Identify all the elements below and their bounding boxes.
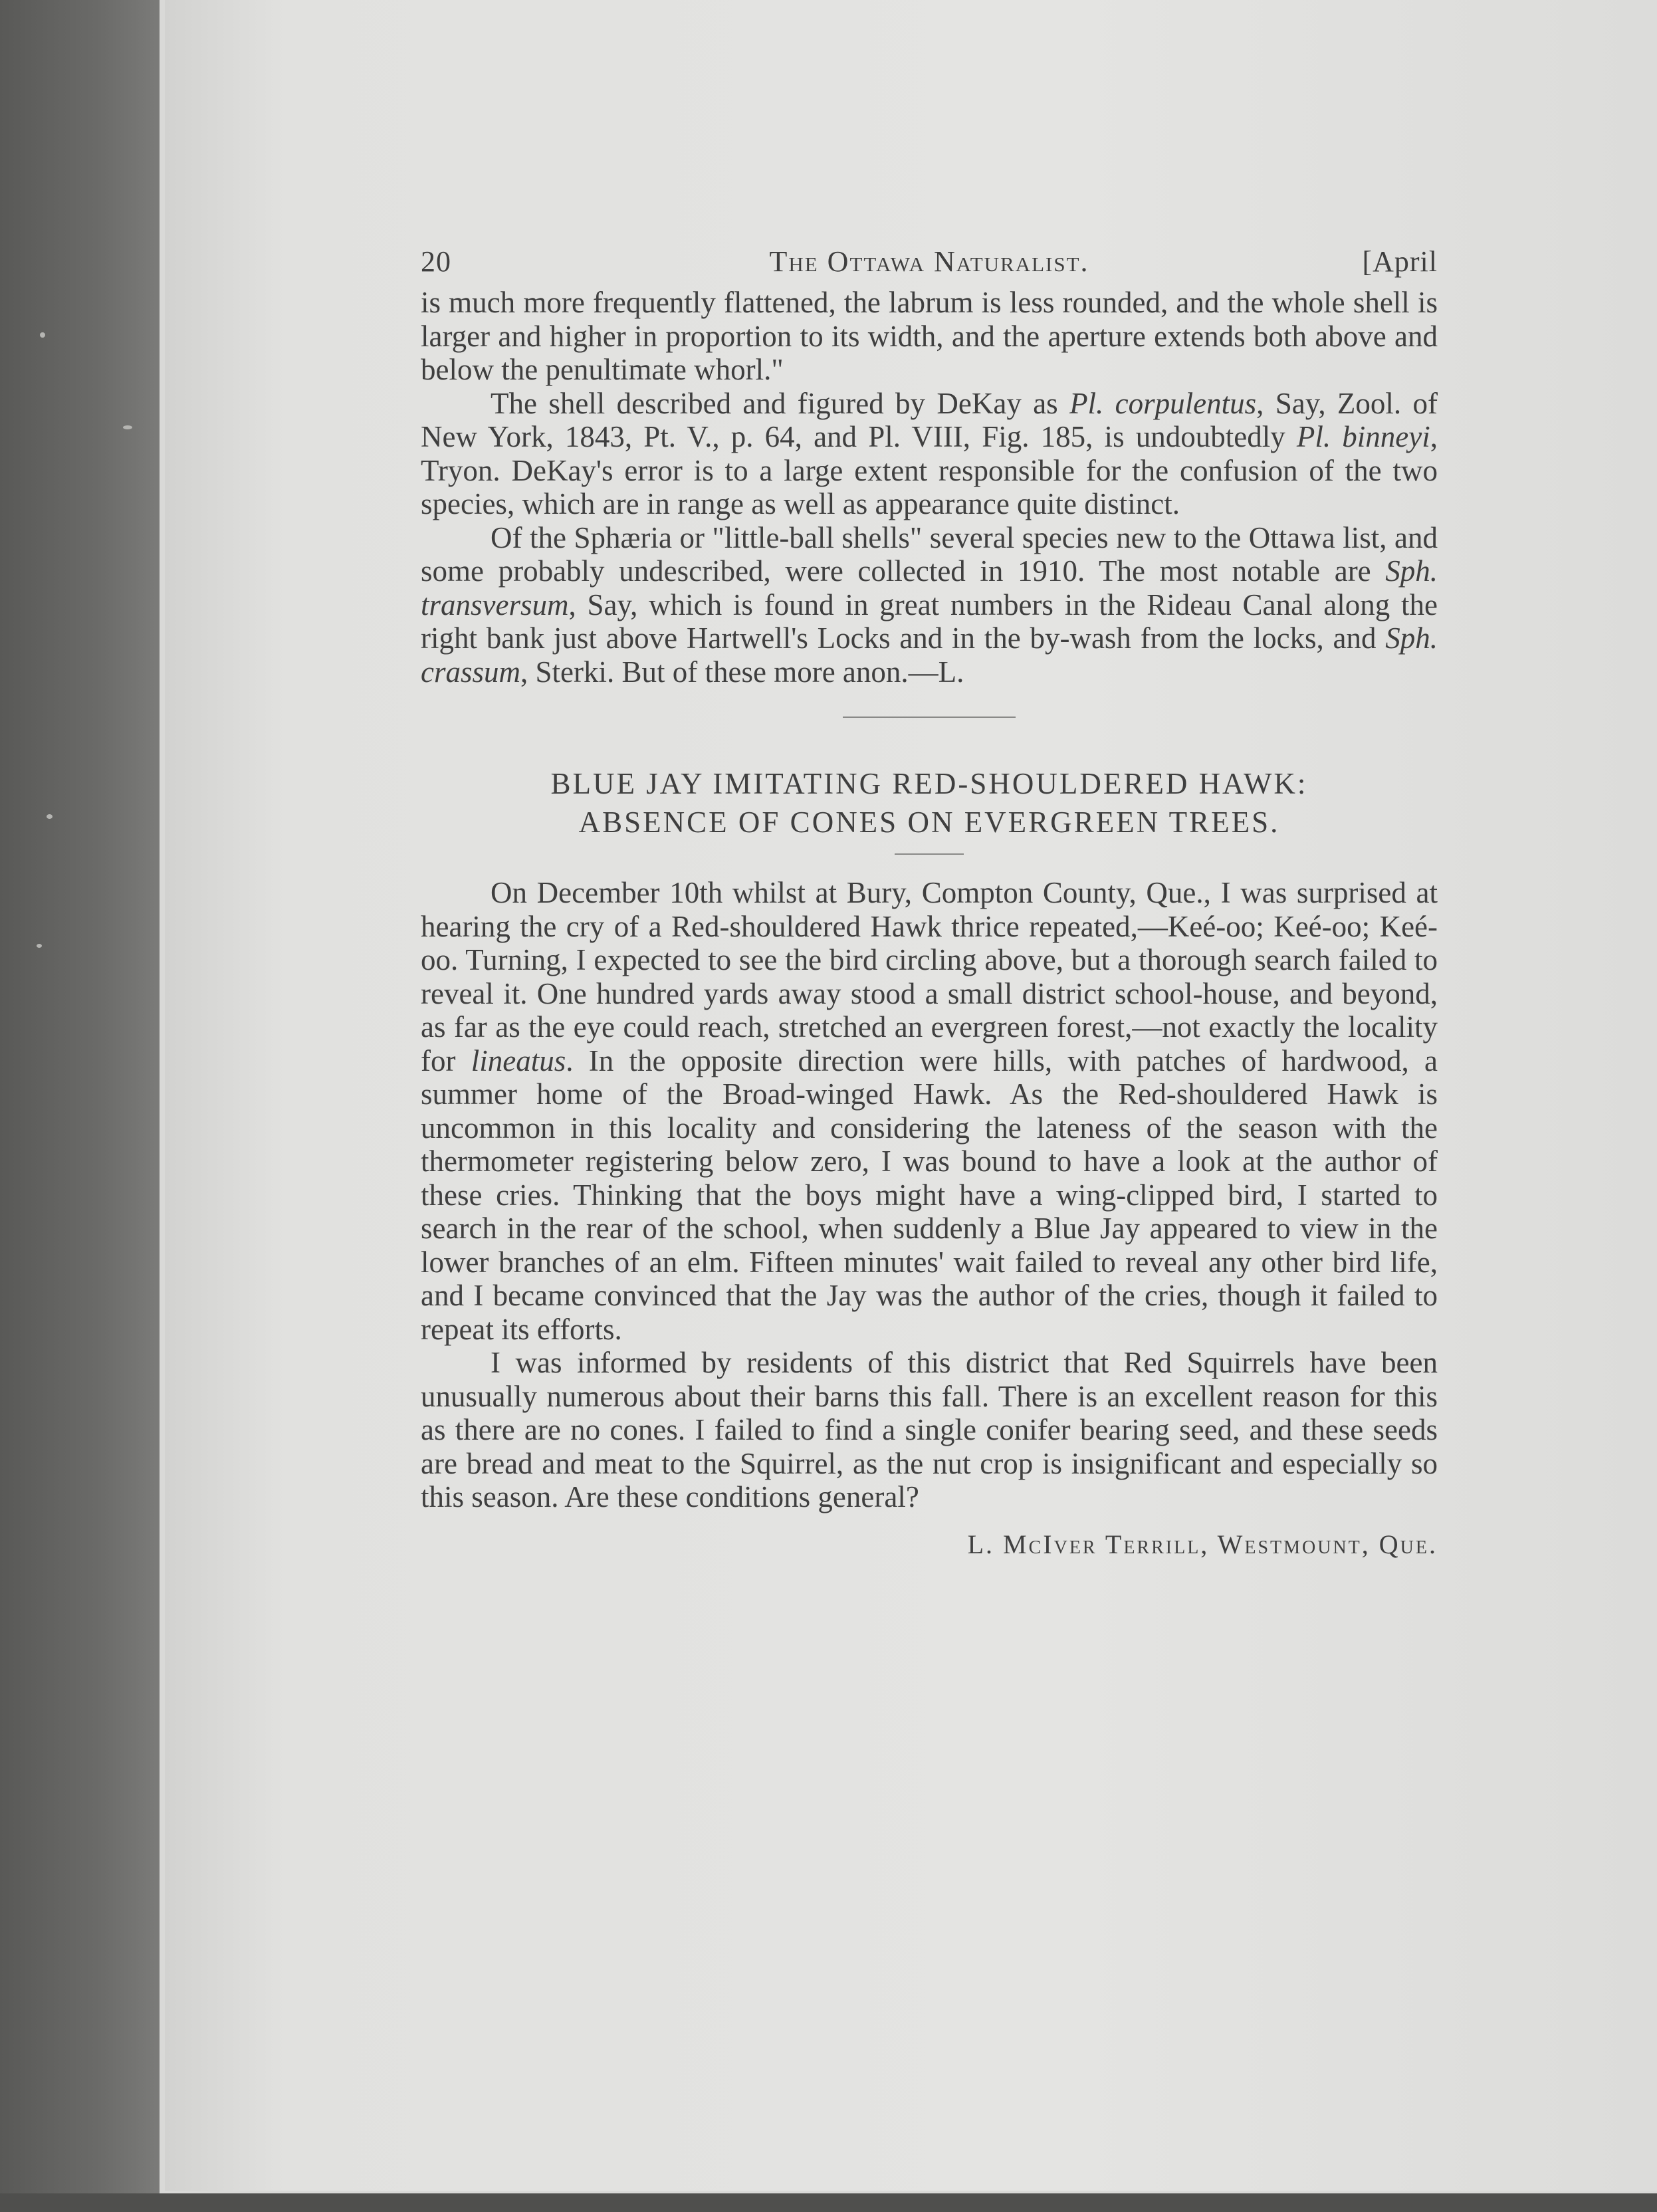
text-run: The shell described and figured by DeKay as	[491, 386, 1070, 420]
paragraph-sphaeria	[421, 521, 1438, 689]
speck	[37, 944, 42, 948]
text-run: On December 10th whilst at Bury, Compton County, Que., I was surprised at hearing the cry of a Red-shouldered Hawk thrice repeated,—Keé-oo; Keé-oo; Keé-oo. Turning, I expected to see the bird circling above, but a thorough search failed to reveal it. One hundred yards away stood a small district school-house, and beyond, as far as the eye could reach, stretched an evergreen forest,—not exactly the locality for	[421, 876, 1438, 1077]
text-run: , Say, which is found in great numbers in the Rideau Canal along the right bank just above Hartwell's Locks and in the by-wash from the locks, and	[421, 588, 1438, 655]
book-binding-edge	[0, 0, 160, 2212]
speck	[123, 425, 132, 429]
text-run: Of the Sphæria or "little-ball shells" several species new to the Ottawa list, and some probably undescribed, were collected in 1910. The most notable are	[421, 520, 1438, 588]
text-run: , Tryon. DeKay's error is to a large extent responsible for the confusion of the two species, which are in range as well as appearance quite distinct.	[421, 420, 1438, 520]
running-head	[421, 239, 1438, 286]
paragraph-blue-jay	[421, 876, 1438, 1346]
article-title-line-2: ABSENCE OF CONES ON EVERGREEN TREES.	[578, 806, 1280, 839]
title-underline	[895, 853, 964, 855]
speck	[40, 332, 45, 338]
issue-month: [April	[1362, 245, 1438, 278]
article-title	[421, 764, 1438, 841]
species-name: Pl. binneyi	[1296, 420, 1430, 453]
page-number: 20	[421, 245, 451, 278]
author-signature: L. McIver Terrill, Westmount, Que.	[967, 1529, 1438, 1559]
page-content	[421, 239, 1438, 1560]
article-title-line-1: BLUE JAY IMITATING RED-SHOULDERED HAWK:	[550, 767, 1308, 800]
paragraph-dekay	[421, 387, 1438, 521]
page-bottom-shadow	[0, 2193, 1657, 2212]
text-run: , Sterki. But of these more anon.—L.	[520, 655, 964, 689]
text-run: . In the opposite direction were hills, with patches of hardwood, a summer home of the Broad-winged Hawk. As the Red-shouldered Hawk is uncommon in this locality and considering the lateness of the season with the thermometer registering below zero, I was bound to have a look at the author of these cries. Thinking that the boys might have a wing-clipped bird, I started to search in the rear of the school, when suddenly a Blue Jay appeared to view in the lower branches of an elm. Fifteen minutes' wait failed to reveal any other bird life, and I became convinced that the Jay was the author of the cries, though it failed to repeat its efforts.	[421, 1044, 1438, 1346]
species-name: Pl. corpulentus	[1069, 386, 1257, 420]
species-name: Sph. crassum	[421, 621, 1438, 689]
paragraph-squirrels: I was informed by residents of this district that Red Squirrels have been unusually numerous about their barns this fall. There is an excellent reason for this as there are no cones. I failed to find a single conifer bearing seed, and these seeds are bread and meat to the Squirrel, as the nut crop is insignificant and especially so this season. Are these conditions general?	[421, 1346, 1438, 1513]
text-run: , Say, Zool. of New York, 1843, Pt. V., p. 64, and Pl. VIII, Fig. 185, is undoubtedly	[421, 386, 1438, 453]
continued-paragraph: is much more frequently flattened, the labrum is less rounded, and the whole shell is larger and higher in proportion to its width, and the aperture extends both above and below the penultimate whorl."	[421, 286, 1438, 386]
speck	[47, 814, 53, 819]
species-name: lineatus	[471, 1044, 566, 1077]
journal-title: The Ottawa Naturalist.	[769, 245, 1089, 278]
section-divider	[843, 717, 1016, 718]
species-name: Sph. transversum	[421, 554, 1438, 621]
